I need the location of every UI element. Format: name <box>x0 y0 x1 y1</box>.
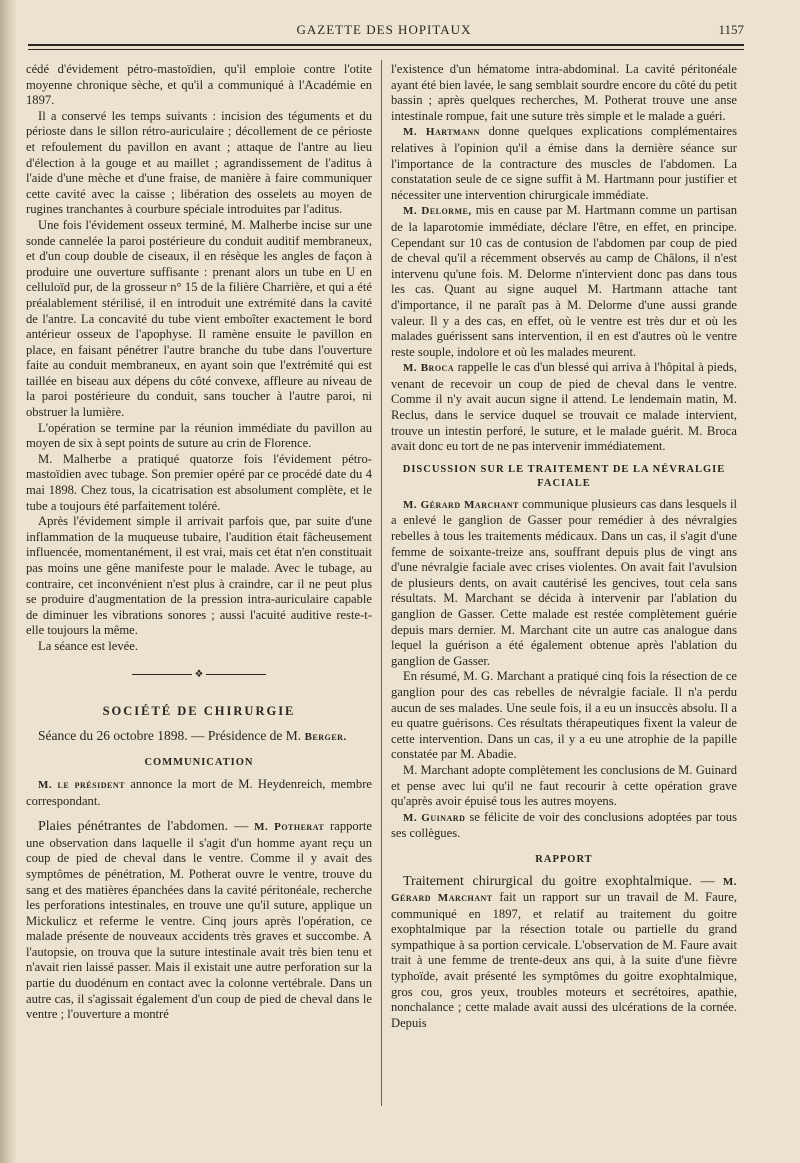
speaker-name: M. Potherat <box>254 821 325 834</box>
section-ornament: ❖ <box>26 667 372 683</box>
speaker-name: M. le président <box>38 778 125 791</box>
paragraph-text: communique plusieurs cas dans lesquels il a enlevé le ganglion de Gasser pour remédier à des névralgies rebelles à tous les traitements médicaux. Dans un cas, il s'agit d'une femme de soixante-treize ans, souffrant depuis plus de vingt ans d'une névralgie faciale avec crises violentes. On avait fait l'avulsion de plusieurs dents, on avait cautérisé les gencives, tout cela sans résultats. M. Marchant se décida à intervenir par l'ablation du ganglion de Gasser. Cette malade est restée complètement guérie depuis mars dernier. M. Marchant cite un autre cas analogue dans lequel la guérison a été également obtenue après l'ablation du ganglion de Gasser. <box>391 496 737 668</box>
paragraph-lead: Traitement chirurgical du goitre exophtalmique. — <box>403 873 715 889</box>
seance-president: Berger. <box>304 730 347 743</box>
paragraph: cédé d'évidement pétro-mastoïdien, qu'il emploie contre l'otite moyenne chronique sèche, et qu'il a communiqué à l'Académie en 1897. <box>26 62 372 108</box>
paragraph: L'opération se termine par la réunion immédiate du pavillon au moyen de six à sept points de suture au crin de Florence. <box>26 420 372 451</box>
paragraph: La séance est levée. <box>38 638 138 653</box>
left-column <box>26 62 372 1023</box>
paragraph: l'existence d'un hématome intra-abdominal. La cavité péritonéale ayant été bien lavée, le sang semblait sourdre encore du côté du petit bassin ; après quelques recherches, M. Potherat trouve une anse intestinale rompue, fait une suture très simple et le malade a guéri. <box>391 62 737 123</box>
page-header <box>24 22 744 40</box>
paragraph <box>391 360 737 455</box>
subsection-title: COMMUNICATION <box>144 757 254 769</box>
paragraph-text: se félicite de voir des conclusions adoptées par tous ses collègues. <box>391 809 737 841</box>
subsection-title-line: FACIALE <box>537 477 591 489</box>
paragraph: M. Malherbe a pratiqué quatorze fois l'évidement pétro-mastoïdien avec tubage. Son premier opéré par ce procédé date du 4 mai 1898. Chez tous, la cicatrisation est absolument complète, et le tube a toujours été parfaitement toléré. <box>26 451 372 513</box>
paragraph <box>391 497 737 670</box>
paragraph: Il a conservé les temps suivants : incision des téguments et du périoste dans le sillon rétro-auriculaire ; décollement de ce périoste et refoulement du pavillon en avant ; attaque de l'antre au lieu d'élection à la gouge et au maillet ; agrandissement de l'aditus à l'aide d'une mèche et d'une fraise, de manière à faire communiquer cette cavité avec la caisse ; libération des osselets au moyen de rugines tranchantes à courbure spéciale introduites par l'aditus. <box>26 108 372 217</box>
speaker-name: M. Gérard Marchant <box>391 875 737 905</box>
subsection-title: RAPPORT <box>535 853 593 865</box>
paragraph <box>26 777 372 809</box>
paragraph: M. Marchant adopte complètement les conclusions de M. Guinard et pense avec lui qu'il ne faut recourir à cette opération grave qu'après avoir épuisé tous les autres moyens. <box>391 762 737 809</box>
column-divider <box>381 60 382 1106</box>
paragraph <box>391 810 737 842</box>
page-binding-shadow <box>0 0 16 1163</box>
paragraph-text: rapporte une observation dans laquelle il s'agit d'un homme ayant reçu un coup de pied de cheval dans le ventre. Comme il y avait des symptômes de pénétration, M. Potherat ouvre le ventre, trouve du sang et des matières épanchées dans la cavité péritonéale, recherche les perforations intestinales, en trouve une qu'il suture, applique un Mickulicz et referme le ventre. Cinq jours après l'opération, ce malade présente de nouveaux accidents très graves et succombe. A l'autopsie, on trouva que la suture intestinale avait très bien tenu et n'avait rien laissé passer. Mais il existait une autre perforation sur la partie du duodénum en contact avec la colonne vertébrale. Dans un autre cas, il s'agissait également d'un coup de pied de cheval dans le ventre ; l'ouverture a montré <box>26 819 373 1022</box>
paragraph-text: mis en cause par M. Hartmann comme un partisan de la laparotomie immédiate, déclare l'être, en effet, en principe. Cependant sur 10 cas de contusion de l'abdomen par coup de pied de cheval qu'il a récemment observés au camp de Châlons, il n'est intervenu qu'une fois. M. Delorme n'intervient donc pas dans tous les cas. Quant au signe auquel M. Hartmann attache tant d'importance, il ne paraît pas à M. Delorme d'une aussi grande valeur. Il y a des cas, en effet, où le ventre est très dur et où les malades guérissent sans intervention, il en est d'autres où le ventre reste souple, indolore et où les malades meurent. <box>391 203 737 359</box>
subsection-title <box>391 463 737 491</box>
speaker-name: M. Guinard <box>403 811 466 824</box>
speaker-name: M. Hartmann <box>403 126 480 139</box>
paragraph-text: annonce la mort de M. Heydenreich, membre correspondant. <box>26 776 372 808</box>
paragraph: Une fois l'évidement osseux terminé, M. Malherbe incise sur une sonde cannelée la paroi postérieure du conduit auditif membraneux, et d'un coup double de ciseaux, il en résèque les angles de façon à produire une ouverture suffisante : prenant alors un tube en U en celluloïd pur, de la grosseur n° 15 de la filière Charrière, et qui a été préalablement stérilisé, il en introduit une extrémité dans la cavité de l'antre. La concavité du tube vient emboîter exactement le bord antérieur osseux de l'apophyse. Il ramène ensuite le pavillon en place, en faisant pénétrer l'autre branche du tube dans l'ouverture faite au conduit membraneux, en ayant soin que l'extrémité qui est taillée en biseau aux dépens du côté convexe, affleure au niveau de la paroi postérieure du conduit, sans toucher à l'autre paroi, ni obstruer la lumière. <box>26 217 372 420</box>
seance-line <box>26 728 372 746</box>
speaker-name: M. Broca <box>403 362 455 375</box>
paragraph: Après l'évidement simple il arrivait parfois que, par suite d'une inflammation de la muqueuse tubaire, l'audition était fâcheusement influencée, momentanément, il est vrai, mais cet état n'en constituait pas moins une gêne manifeste pour le malade. Avec le tubage, au contraire, cet inconvénient n'est plus à craindre, car il ne peut plus se produire d'augmentation de la pression intra-auriculaire capable de diminuer les vibrations sonores ; aussi l'acuité auditive reste-t-elle toujours la même. <box>26 514 372 638</box>
paragraph: En résumé, M. G. Marchant a pratiqué cinq fois la résection de ce ganglion pour des cas rebelles de névralgie faciale. Il n'a perdu aucun de ses malades. Une seule fois, il a eu un insuccès absolu. Il a eu quatre guérisons. Ces résultats thérapeutiques fixent la valeur de cette intervention. Dans un cas, il y a eu une atrophie de la papille constatée par M. Abadie. <box>391 669 737 762</box>
right-column <box>391 62 737 1031</box>
speaker-name: M. Delorme, <box>403 205 472 218</box>
subsection-title-line: DISCUSSION SUR LE TRAITEMENT DE LA NÉVRALGIE <box>402 463 726 475</box>
paragraph-text: rappelle le cas d'un blessé qui arriva à l'hôpital à pieds, venant de recevoir un coup de pied de cheval dans le ventre. Comme il n'y avait aucun signe il attend. Le lendemain matin, M. Reclus, dans le service duquel se trouvait ce malade intervient, trouve un intestin perforé, le suture, et le malade guérit. M. Broca avait donc eu tort de ne pas intervenir immédiatement. <box>391 360 737 454</box>
paragraph-lead: Plaies pénétrantes de l'abdomen. — <box>38 819 249 835</box>
paragraph <box>391 874 737 1032</box>
header-rule-thin <box>28 49 744 50</box>
paragraph-text: fait un rapport sur un travail de M. Faure, communiqué en 1897, et relatif au traitement du goitre exophtalmique par la résection totale ou partielle du grand sympathique à sa portion cervicale. L'observation de M. Faure avait trait à une femme de trente-deux ans qui, à la suite d'une fièvre typhoïde, avait présenté les symptômes du goitre exophtalmique, gros cou, gros yeux, troubles moteurs et secrétoires, apathie, nonchalance ; cette malade avait aussi des ulcérations de la cornée. Depuis <box>391 890 737 1030</box>
seance-prefix: Séance du 26 octobre 1898. — Présidence de M. <box>38 727 302 743</box>
section-title: SOCIÉTÉ DE CHIRURGIE <box>102 704 296 719</box>
paragraph <box>391 124 737 203</box>
page-number: 1157 <box>718 22 744 37</box>
journal-title: GAZETTE DES HOPITAUX <box>296 22 472 37</box>
paragraph <box>26 819 372 1023</box>
header-rule-thick <box>28 44 744 46</box>
speaker-name: M. Gérard Marchant <box>403 498 519 511</box>
paragraph <box>391 203 737 360</box>
paragraph-text: donne quelques explications complémentaires relatives à l'opinion qu'il a émise dans la dernière séance sur l'importance de la contracture des muscles de l'abdomen. La constatation seule de ce signe suffit à M. Hartmann pour justifier et nécessiter une intervention chirurgicale immédiate. <box>391 124 737 202</box>
